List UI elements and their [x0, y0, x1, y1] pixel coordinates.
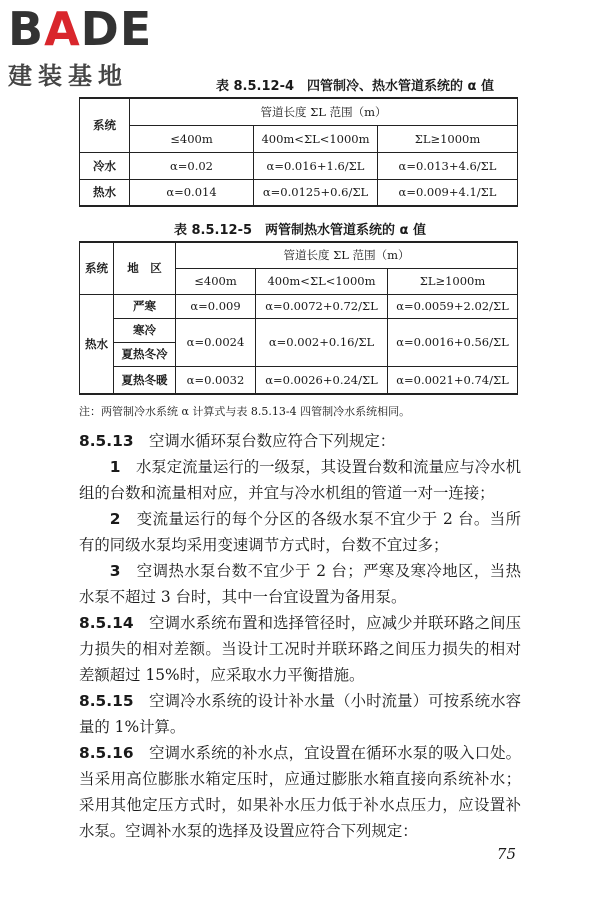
table2-region: 夏热冬暖: [114, 366, 176, 394]
body-text: [79, 428, 521, 844]
table1-cell: α=0.0125+0.6/ΣL: [254, 179, 378, 206]
table1-cell: α=0.02: [130, 152, 254, 179]
table1-cell: α=0.016+1.6/ΣL: [254, 152, 378, 179]
table-row: [80, 294, 518, 318]
table2-header-system: 系统: [80, 242, 114, 294]
table2-cell: α=0.0016+0.56/ΣL: [388, 318, 518, 366]
table2-region: 寒冷: [114, 318, 176, 342]
table2-cell: α=0.0024: [176, 318, 256, 366]
table1-cell: α=0.014: [130, 179, 254, 206]
table2-cell: α=0.0032: [176, 366, 256, 394]
table2-cell: α=0.002+0.16/ΣL: [256, 318, 388, 366]
table2-cell: α=0.009: [176, 294, 256, 318]
table1: [79, 97, 518, 207]
clause-8-5-15: 8.5.15 空调冷水系统的设计补水量（小时流量）可按系统水容量的 1%计算。: [79, 692, 521, 736]
clause-item-1: 1 水泵定流量运行的一级泵，其设置台数和流量应与冷水机组的台数和流量相对应，并宜与冷水机组的管道一对一连接；: [79, 458, 521, 502]
table1-row-label: 热水: [80, 179, 130, 206]
table-row-spacer: [80, 366, 518, 370]
clause-8-5-16: 8.5.16 空调水系统的补水点，宜设置在循环水泵的吸入口处。当采用高位膨胀水箱定压时，应通过膨胀水箱直接向系统补水；采用其他定压方式时，如果补水压力低于补水点压力，应设置补水泵。空调补水泵的选择及设置应符合下列规定：: [79, 744, 521, 840]
table-row: [80, 318, 518, 342]
table1-row-label: 冷水: [80, 152, 130, 179]
clause-8-5-14: 8.5.14 空调水系统布置和选择管径时，应减少并联环路之间压力损失的相对差额。当设计工况时并联环路之间压力损失的相对差额超过 15%时，应采取水力平衡措施。: [79, 614, 521, 684]
table1-cell: α=0.013+4.6/ΣL: [378, 152, 518, 179]
table-row: [80, 179, 518, 206]
table2-header-region: 地 区: [114, 242, 176, 294]
table1-cell: α=0.009+4.1/ΣL: [378, 179, 518, 206]
table2-cell: α=0.0072+0.72/ΣL: [256, 294, 388, 318]
table1-caption: 表 8.5.12-4 四管制冷、热水管道系统的 α 值: [215, 79, 494, 94]
table2-header-range: 管道长度 ΣL 范围（m）: [176, 242, 518, 268]
table2-cell: α=0.0021+0.74/ΣL: [388, 366, 518, 394]
table1-header-system: 系统: [80, 98, 130, 152]
clause-item-2: 2 变流量运行的每个分区的各级水泵不宜少于 2 台。当所有的同级水泵均采用变速调节方式时，台数不宜过多；: [79, 510, 521, 554]
table2-col-header: ≤400m: [176, 268, 256, 294]
table2-col-header: 400m<ΣL<1000m: [256, 268, 388, 294]
table2-col-header: ΣL≥1000m: [388, 268, 518, 294]
table1-col-header: ΣL≥1000m: [378, 125, 518, 152]
table1-header-range: 管道长度 ΣL 范围（m）: [130, 98, 518, 125]
table2-region: 严寒: [114, 294, 176, 318]
table2-system-label: 热水: [80, 294, 114, 394]
table2-region: 夏热冬冷: [114, 342, 176, 366]
clause-8-5-13: 8.5.13 空调水循环泵台数应符合下列规定：: [79, 432, 396, 450]
logo-wordmark: BADE: [8, 2, 153, 56]
table2-cell: α=0.0026+0.24/ΣL: [256, 366, 388, 394]
page-number: 75: [496, 845, 516, 863]
table2-caption: 表 8.5.12-5 两管制热水管道系统的 α 值: [173, 223, 426, 238]
table1-col-header: ≤400m: [130, 125, 254, 152]
table2-cell: α=0.0059+2.02/ΣL: [388, 294, 518, 318]
table-row: [80, 152, 518, 179]
table-note: 注：两管制冷水系统 α 计算式与表 8.5.13-4 四管制冷水系统相同。: [79, 405, 411, 418]
table1-col-header: 400m<ΣL<1000m: [254, 125, 378, 152]
logo-subtitle: 建装基地: [8, 62, 128, 90]
table2: [79, 241, 518, 395]
clause-item-3: 3 空调热水泵台数不宜少于 2 台；严寒及寒冷地区，当热水泵不超过 3 台时，其中一台宜设置为备用泵。: [79, 562, 521, 606]
